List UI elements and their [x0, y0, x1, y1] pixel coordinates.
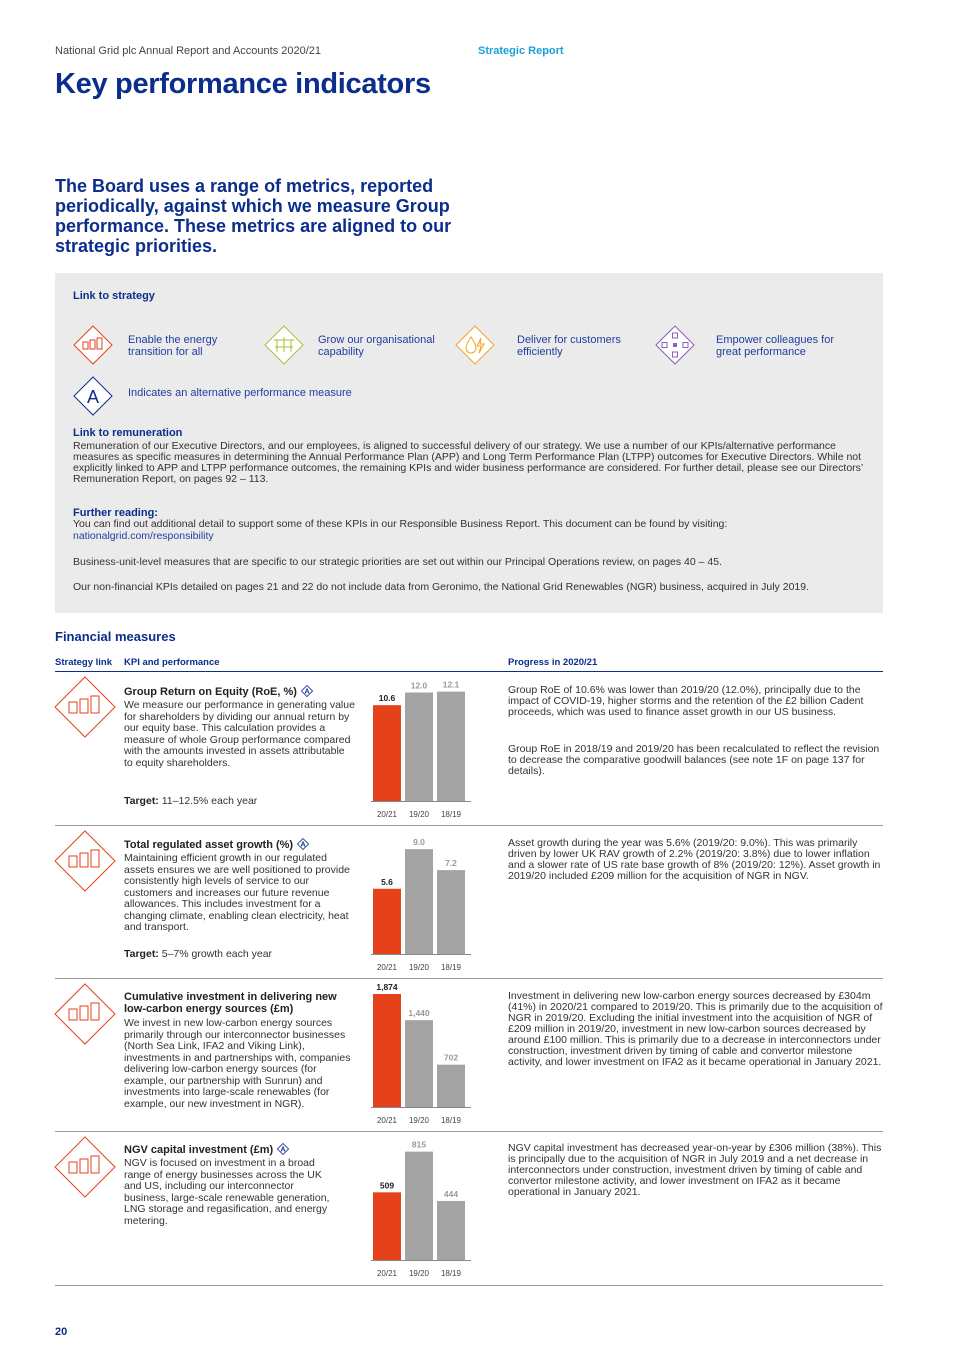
col-strategy-link: Strategy link: [55, 657, 113, 668]
x-tick-label: 19/20: [408, 1269, 430, 1278]
remuneration-text: Remuneration of our Executive Directors, and our employees, is aligned to successful delivery of our strategy. We use a number of our KPIs/alternative performance measures as specific measures in determining the Annual Performance Plan (APP) and Long Term Performance Plan (LTPP) outcomes for Executive Directors. While not explicitly linked to APP and LTPP performance outcomes, the remaining KPIs and wider business performance are considered. For further detail, please see our Directors’ Remuneration Report, on pages 92 – 113.: [73, 440, 863, 485]
strategy-item-label: Enable the energy transition for all: [128, 334, 218, 358]
bar-19-20: [405, 693, 433, 801]
bar-value-label: 444: [443, 1188, 459, 1199]
energy-transition-icon: [73, 325, 113, 365]
page-title: Key performance indicators: [55, 68, 431, 100]
x-tick-label: 20/21: [376, 963, 398, 972]
x-tick-label: 18/19: [440, 810, 462, 819]
bar-20-21: [373, 994, 401, 1107]
bar-19-20: [405, 849, 433, 954]
principal-operations-note: Business-unit-level measures that are specific to our strategic priorities are set out within our Principal Operations review, on pages 40 – 45.: [73, 556, 722, 568]
link-to-strategy-heading: Link to strategy: [73, 290, 155, 302]
intro-text: The Board uses a range of metrics, reported periodically, against which we measure Group performance. These metrics are aligned to our strategic priorities.: [55, 176, 452, 256]
bar-value-label: 702: [443, 1052, 459, 1063]
kpi-description: We measure our performance in generating value for shareholders by dividing our annual return by our equity base. This calculation provides a measure of whole Group performance compared with the amounts invested in assets attributable to equity shareholders.: [124, 699, 355, 769]
bar-value-label: 10.6: [378, 693, 396, 704]
energy-transition-icon: [54, 1136, 116, 1198]
col-kpi: KPI and performance: [124, 657, 220, 668]
x-tick-label: 20/21: [376, 810, 398, 819]
svg-text:A: A: [300, 841, 306, 849]
kpi-progress: NGV capital investment has decreased year-on-year by £306 million (38%). This is principally due to the acquisition of NGR in July 2019 and a net decrease in interconnectors under construction, investment driven by timing of cable and convertor milestone activity, and lower investment on IFA2 as it became operational in January 2021.: [508, 1142, 882, 1198]
apm-icon: [73, 376, 113, 416]
bar-value-label: 7.2: [445, 858, 457, 869]
row-divider: [55, 1285, 883, 1286]
bar-20-21: [373, 705, 401, 801]
kpi-description: NGV is focused on investment in a broad range of energy businesses across the UK and US, including our interconnector business, large-scale renewable generation, LNG storage and regasification, and energy metering.: [124, 1157, 330, 1227]
apm-letter: A: [86, 387, 100, 407]
organisational-capability-icon: [264, 325, 304, 365]
bar-18-19: [437, 1065, 465, 1107]
document-title: National Grid plc Annual Report and Accounts 2020/21: [55, 45, 322, 57]
kpi-title: Cumulative investment in delivering new low-carbon energy sources (£m): [124, 991, 337, 1015]
kpi-progress: Investment in delivering new low-carbon energy sources decreased by £304m (41%) in 2020/21 compared to 2019/20. This is primarily due to the acquisition of NGR in 2019/20. Excluding the initial investment into the acquisition of NGR of £209 million in 2019/20, investment in new low-carbon sources decreased by around £100 million. This is primarily due to a decrease in interconnectors under construction, investment driven by timing of cable and convertor milestone activity, and lower investment on IFA2 as it became operational in January 2021.: [508, 990, 883, 1068]
page-number: 20: [55, 1326, 68, 1338]
bar-18-19: [437, 692, 465, 801]
bar-19-20: [405, 1020, 433, 1107]
x-tick-label: 18/19: [440, 963, 462, 972]
kpi-progress: Group RoE of 10.6% was lower than 2019/20 (12.0%), principally due to the impact of COVID-19, higher storms and the retention of the £2 billion Cadent proceeds, which was used to finance asset growth in our US business.: [508, 684, 864, 718]
table-header-rule: [55, 671, 883, 672]
svg-text:A: A: [280, 1146, 286, 1154]
ngr-note: Our non-financial KPIs detailed on pages 21 and 22 do not include data from Geronimo, the National Grid Renewables (NGR) business, acquired in July 2019.: [73, 581, 810, 593]
x-tick-label: 20/21: [376, 1116, 398, 1125]
apm-icon: [277, 1143, 289, 1155]
ngv-investment-chart: [366, 1135, 476, 1281]
x-tick-label: 19/20: [408, 810, 430, 819]
responsibility-link[interactable]: nationalgrid.com/responsibility: [73, 530, 214, 542]
further-reading-heading: Further reading:: [73, 507, 158, 519]
bar-value-label: 9.0: [413, 837, 425, 848]
x-tick-label: 20/21: [376, 1269, 398, 1278]
apm-icon: [297, 838, 309, 850]
low-carbon-investment-chart: [366, 982, 476, 1128]
bar-18-19: [437, 870, 465, 954]
remuneration-heading: Link to remuneration: [73, 427, 183, 439]
kpi-progress-note: Group RoE in 2018/19 and 2019/20 has been recalculated to reflect the revision to decrease the comparative goodwill balances (see note 1F on page 137 for details).: [508, 743, 880, 777]
roe-chart: [366, 676, 476, 822]
row-divider: [55, 825, 883, 826]
section-label: Strategic Report: [478, 45, 564, 57]
svg-text:A: A: [304, 688, 310, 696]
bar-value-label: 12.0: [410, 680, 428, 691]
customers-icon: [455, 325, 495, 365]
colleagues-icon: [655, 325, 695, 365]
bar-value-label: 5.6: [381, 876, 393, 887]
x-tick-label: 19/20: [408, 1116, 430, 1125]
bar-value-label: 12.1: [442, 679, 460, 690]
strategy-item-label: Grow our organisational capability: [318, 334, 435, 358]
bar-19-20: [405, 1152, 433, 1260]
bar-value-label: 1,874: [376, 982, 398, 992]
apm-label: Indicates an alternative performance measure: [128, 387, 352, 399]
bar-value-label: 509: [379, 1180, 395, 1191]
further-reading-text: You can find out additional detail to support some of these KPIs in our Responsible Business Report. This document can be found by visiting:: [73, 518, 728, 530]
bar-20-21: [373, 1192, 401, 1260]
strategy-item-label: Empower colleagues for great performance: [716, 334, 835, 358]
strategy-item-label: Deliver for customers efficiently: [517, 334, 621, 358]
x-tick-label: 18/19: [440, 1116, 462, 1125]
col-progress: Progress in 2020/21: [508, 657, 598, 668]
kpi-progress: Asset growth during the year was 5.6% (2019/20: 9.0%). This was primarily driven by lower UK RAV growth of 2.2% (2019/20: 3.8%) due to lower inflation and a slower rate of US rate base growth of 8% (2019/20: 12%). Asset growth in 2019/20 included £209 million for the acquisition of NGR in NGV.: [508, 837, 881, 882]
bar-20-21: [373, 889, 401, 954]
x-tick-label: 19/20: [408, 963, 430, 972]
kpi-title: Group Return on Equity (RoE, %) A: [124, 685, 354, 698]
apm-icon: [301, 685, 313, 697]
bar-18-19: [437, 1201, 465, 1260]
kpi-target: Target: 11–12.5% each year: [124, 795, 258, 807]
row-divider: [55, 1131, 883, 1132]
energy-transition-icon: [54, 983, 116, 1045]
row-divider: [55, 978, 883, 979]
financial-measures-heading: Financial measures: [55, 629, 176, 644]
bar-value-label: 1,440: [408, 1008, 430, 1019]
kpi-description: We invest in new low-carbon energy sources primarily through our interconnector businesses (North Sea Link, IFA2 and Viking Link), investments in and partnerships with, companies delivering low-carbon energy sources (for example, our partnership with Sunrun) and investments into large-scale renewables (for example, our new investment in NGR).: [124, 1017, 351, 1110]
energy-transition-icon: [54, 830, 116, 892]
kpi-title: Total regulated asset growth (%) A: [124, 838, 354, 851]
energy-transition-icon: [54, 676, 116, 738]
kpi-target: Target: 5–7% growth each year: [124, 948, 273, 960]
bar-value-label: 815: [411, 1139, 427, 1150]
kpi-title: NGV capital investment (£m) A: [124, 1143, 354, 1156]
kpi-description: Maintaining efficient growth in our regulated assets ensures we are well positioned to provide consistently high levels of service to our customers and increases our future revenue allowances. This includes investment for a changing climate, enabling clean electricity, heat and transport.: [124, 852, 350, 933]
asset-growth-chart: [366, 829, 476, 975]
x-tick-label: 18/19: [440, 1269, 462, 1278]
